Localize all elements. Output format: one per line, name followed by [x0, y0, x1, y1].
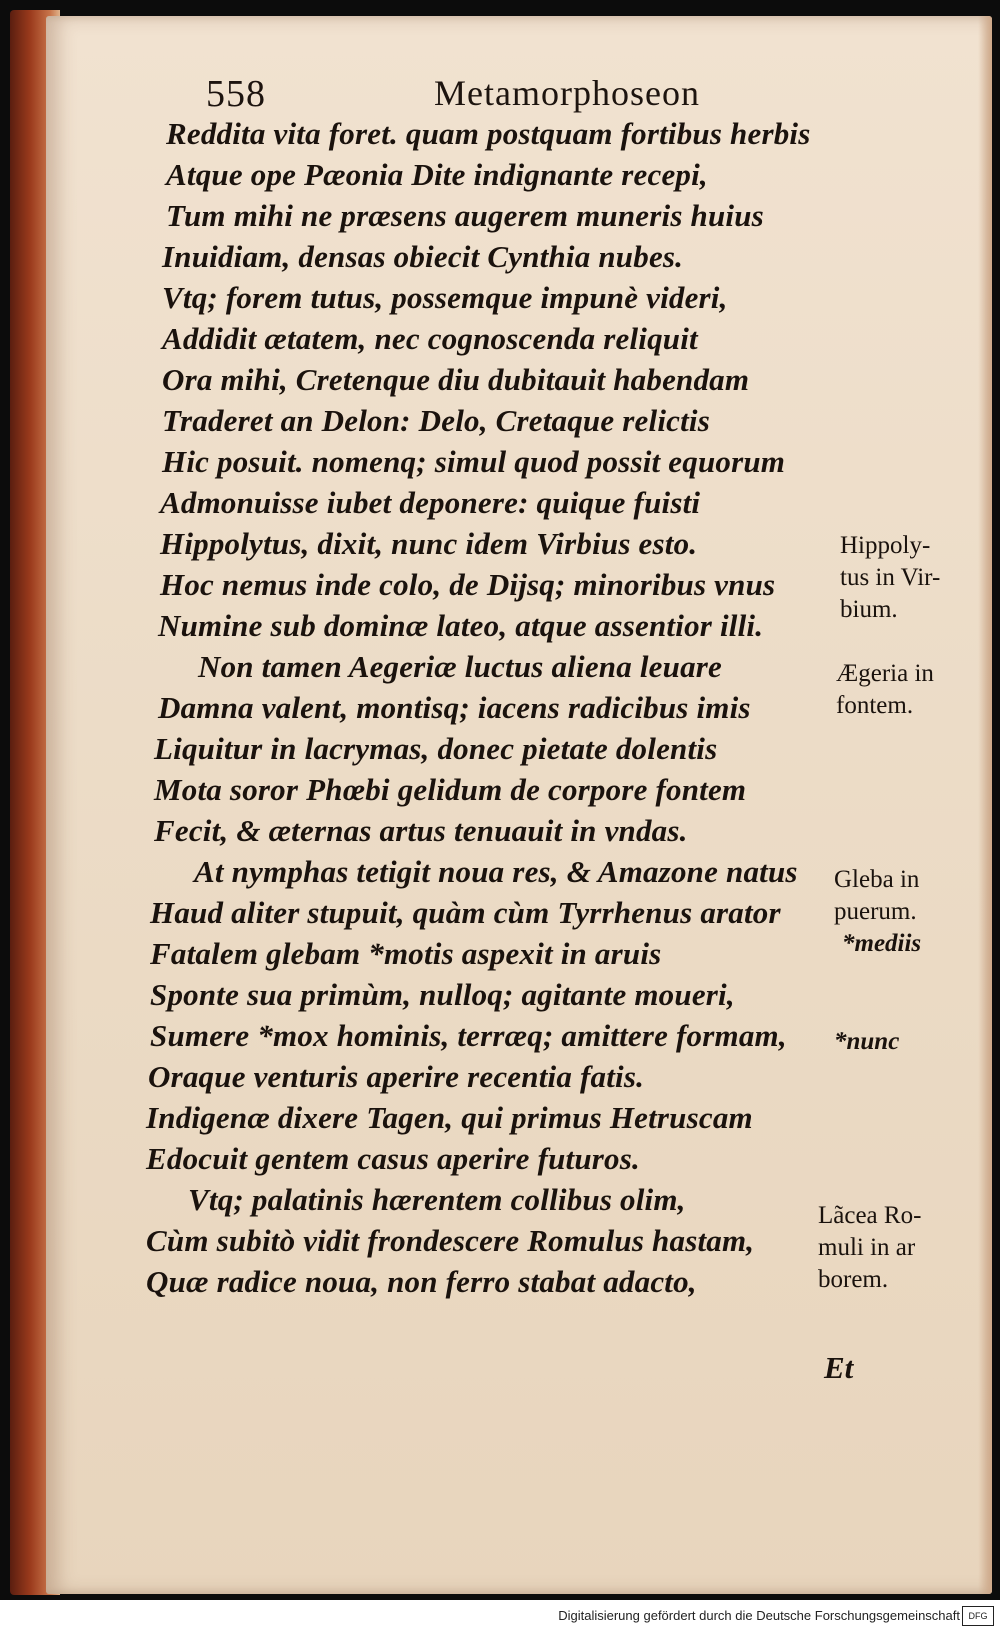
- margin-note-line: Lãcea Ro-: [818, 1202, 922, 1229]
- margin-note: [818, 1200, 921, 1296]
- margin-note-line: *nunc: [834, 1028, 900, 1055]
- verse-line: Sumere *mox hominis, terræq; amittere formam,: [150, 1018, 787, 1053]
- verse-line: Addidit ætatem, nec cognoscenda reliquit: [162, 321, 698, 356]
- verse-line: Ora mihi, Cretenque diu dubitauit habendam: [162, 362, 750, 397]
- margin-note-line: *mediis: [842, 930, 922, 957]
- verse-line: Vtq; palatinis hærentem collibus olim,: [188, 1182, 686, 1217]
- verse-line: Sponte sua primùm, nulloq; agitante moueri,: [150, 977, 735, 1012]
- running-title: Metamorphoseon: [434, 73, 700, 113]
- verse-line: Mota soror Phœbi gelidum de corpore fontem: [154, 772, 747, 807]
- verse-line: Hoc nemus inde colo, de Dijsq; minoribus vnus: [160, 567, 776, 602]
- verse-line: Haud aliter stupuit, quàm cùm Tyrrhenus arator: [150, 895, 781, 930]
- verse-line: Damna valent, montisq; iacens radicibus imis: [158, 690, 751, 725]
- verse-line: Vtq; forem tutus, possemque impunè videri,: [162, 280, 728, 315]
- margin-note-line: muli in ar: [818, 1234, 916, 1261]
- verse-line: Hic posuit. nomenq; simul quod possit equorum: [162, 444, 786, 479]
- verse-line: Oraque venturis aperire recentia fatis.: [148, 1059, 645, 1094]
- margin-note-line: tus in Vir-: [840, 564, 941, 591]
- verse-line: Fatalem glebam *motis aspexit in aruis: [150, 936, 662, 971]
- margin-note: [840, 530, 940, 626]
- margin-note-line: bium.: [840, 596, 898, 623]
- verse-line: Tum mihi ne præsens augerem muneris huius: [166, 198, 764, 233]
- verse-line: Edocuit gentem casus aperire futuros.: [146, 1141, 640, 1176]
- dfg-logo: DFG: [962, 1606, 994, 1626]
- verse-line: Hippolytus, dixit, nunc idem Virbius esto.: [160, 526, 698, 561]
- verse-line: Numine sub dominæ lateo, atque assentior illi.: [158, 608, 764, 643]
- footer-attribution: Digitalisierung gefördert durch die Deutsche Forschungsgemeinschaft: [558, 1608, 960, 1623]
- verse-line: Atque ope Pæonia Dite indignante recepi,: [166, 157, 708, 192]
- margin-note-line: fontem.: [836, 692, 914, 719]
- verse-line: Inuidiam, densas obiecit Cynthia nubes.: [162, 239, 684, 274]
- margin-note-line: Gleba in: [834, 866, 920, 893]
- margin-note-line: Ægeria in: [836, 660, 934, 687]
- verse-line: Reddita vita foret. quam postquam fortibus herbis: [166, 116, 811, 151]
- margin-note: [842, 928, 921, 960]
- page-number: 558: [206, 73, 266, 115]
- verse-line: Cùm subitò vidit frondescere Romulus hastam,: [146, 1223, 755, 1258]
- margin-note-line: puerum.: [834, 898, 917, 925]
- margin-note-line: Hippoly-: [840, 532, 931, 559]
- margin-note: [834, 1026, 899, 1058]
- verse-line: Fecit, & æternas artus tenuauit in vndas.: [154, 813, 688, 848]
- verse-line: Traderet an Delon: Delo, Cretaque relictis: [162, 403, 710, 438]
- margin-note: [836, 658, 934, 722]
- verse-line: At nymphas tetigit noua res, & Amazone natus: [194, 854, 798, 889]
- verse-line: Liquitur in lacrymas, donec pietate dolentis: [154, 731, 718, 766]
- footer-bar: [0, 1600, 1000, 1632]
- catchword: Et: [824, 1350, 854, 1385]
- book-page: [46, 16, 992, 1594]
- verse-line: Indigenæ dixere Tagen, qui primus Hetruscam: [146, 1100, 753, 1135]
- verse-line: Admonuisse iubet deponere: quique fuisti: [160, 485, 701, 520]
- verse-line: Non tamen Aegeriæ luctus aliena leuare: [198, 649, 723, 684]
- verse-line: Quæ radice noua, non ferro stabat adacto,: [146, 1264, 697, 1299]
- margin-note: [834, 864, 919, 928]
- margin-note-line: borem.: [818, 1266, 889, 1293]
